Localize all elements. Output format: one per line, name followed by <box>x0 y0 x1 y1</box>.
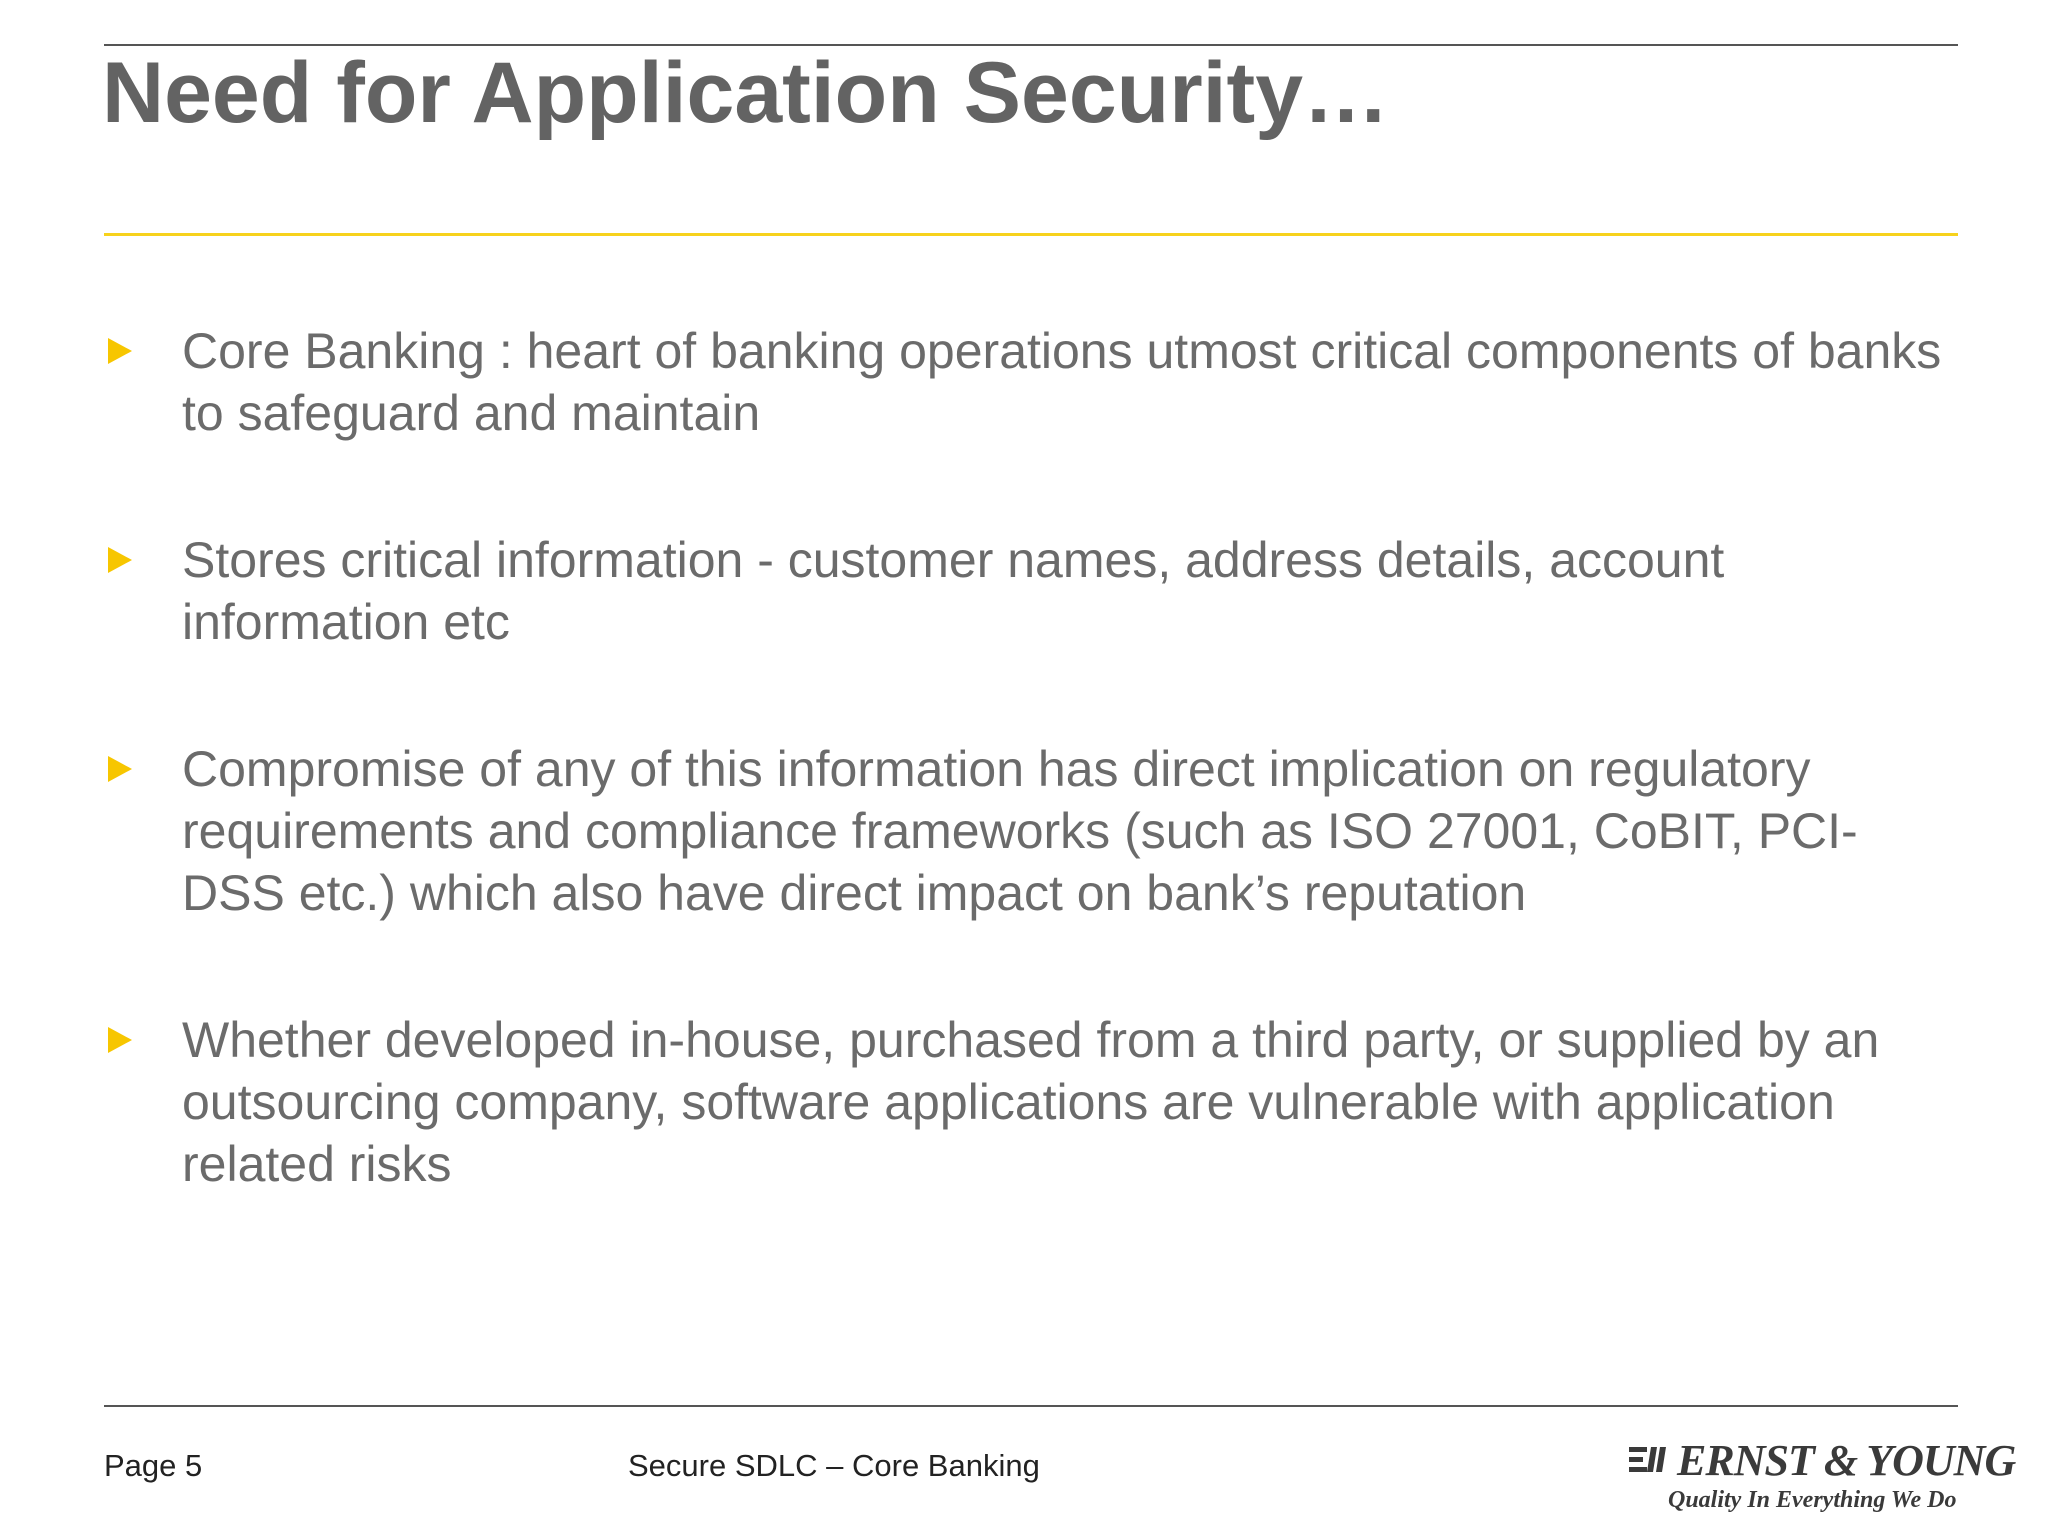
triangle-right-icon <box>108 756 132 782</box>
company-logo <box>1625 1435 2016 1515</box>
title-accent-divider <box>104 233 1958 236</box>
bullet-text: Stores critical information - customer names, address details, account information etc <box>182 532 1725 650</box>
bullet-item <box>104 529 1954 653</box>
bullet-text: Whether developed in-house, purchased from a third party, or supplied by an outsourcing company, software applications are vulnerable with application related risks <box>182 1012 1880 1192</box>
bullet-item <box>104 738 1954 924</box>
triangle-right-icon <box>108 338 132 364</box>
ey-logo-icon <box>1629 1443 1669 1477</box>
bullet-text: Core Banking : heart of banking operations utmost critical components of banks to safeguard and maintain <box>182 323 1942 441</box>
bullet-item <box>104 320 1954 444</box>
bullet-text: Compromise of any of this information has direct implication on regulatory requirements and compliance frameworks (such as ISO 27001, CoBIT, PCI-DSS etc.) which also have direct impact on bank’s reputation <box>182 741 1858 921</box>
page-number: Page 5 <box>104 1448 203 1483</box>
footer-divider <box>104 1405 1958 1407</box>
triangle-right-icon <box>108 547 132 573</box>
triangle-right-icon <box>108 1027 132 1053</box>
logo-name: ERNST & YOUNG <box>1677 1436 2016 1485</box>
logo-tagline: Quality In Everything We Do <box>1668 1487 1957 1513</box>
slide-title: Need for Application Security… <box>102 45 1390 141</box>
bullet-list <box>104 320 1954 1280</box>
footer-title: Secure SDLC – Core Banking <box>628 1448 1040 1483</box>
bullet-item <box>104 1009 1954 1195</box>
